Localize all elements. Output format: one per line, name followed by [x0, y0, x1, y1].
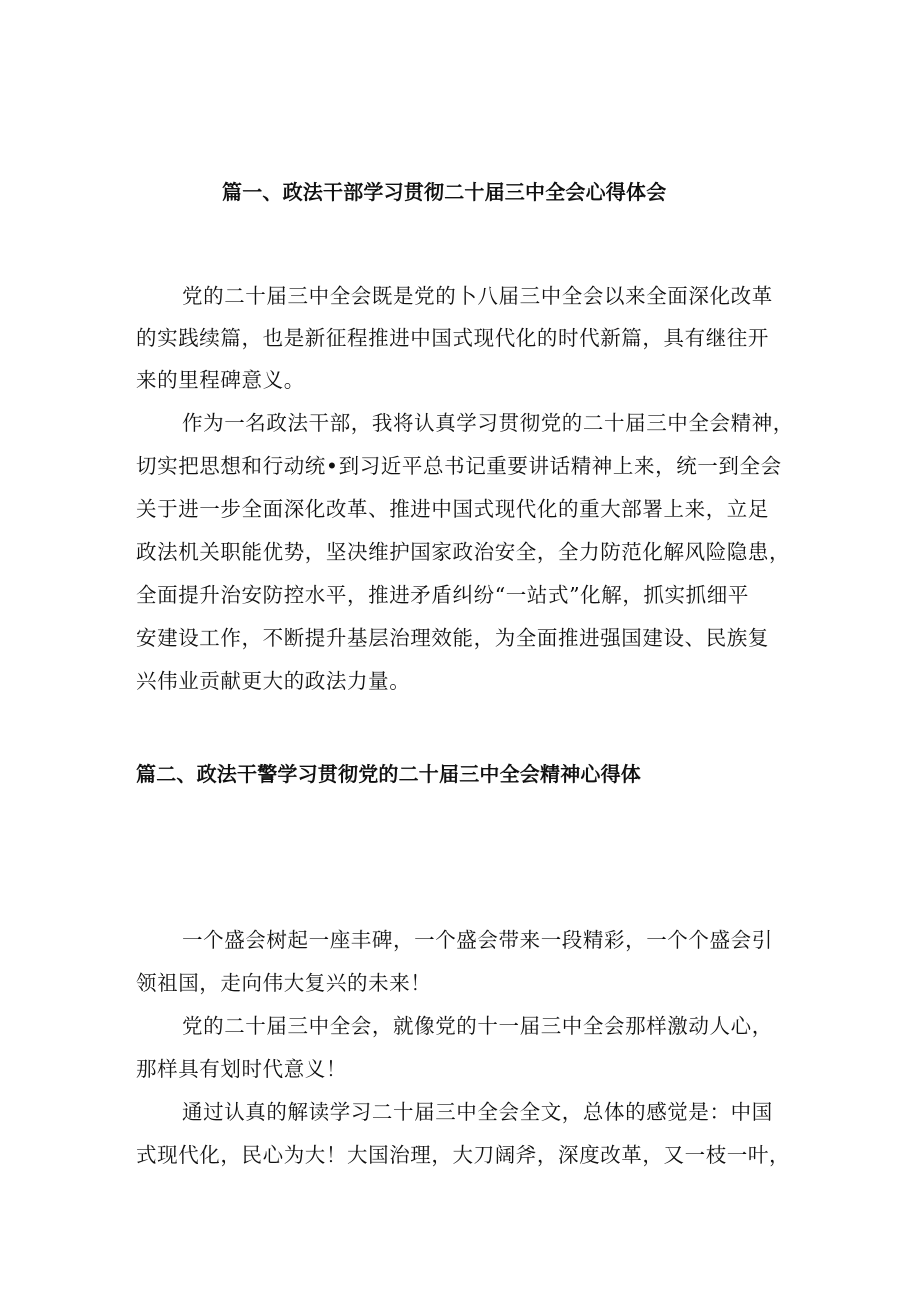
section-1-p1-line-3: 来的里程碑意义。 [136, 368, 305, 392]
section-1-p1-line-1: 党的二十届三中全会既是党的卜八届三中全会以来全面深化改革 [182, 284, 773, 308]
section-2-p2-line-2: 那样具有划时代意义！ [136, 1057, 347, 1081]
section-2-p3-line-2: 式现代化，民心为大！大国治理，大刀阔斧，深度改革，又一枝一叶， [136, 1143, 791, 1167]
section-1-p2-line-4: 政法机关职能优势，坚决维护国家政治安全，全力防范化解风险隐患， [136, 540, 791, 564]
section-2-p1-line-1: 一个盛会树起一座丰碑，一个盛会带来一段精彩，一个个盛会引 [182, 928, 773, 952]
section-2-title: 篇二、政法干警学习贯彻党的二十届三中全会精神心得体 [136, 762, 641, 786]
section-1-p2-line-2: 切实把思想和行动统•到习近平总书记重要讲话精神上来，统一到全会 [136, 454, 782, 478]
section-2-p1-line-2: 领祖国，走向伟大复兴的未来！ [136, 971, 432, 995]
section-1-p2-line-3: 关于进一步全面深化改革、推进中国式现代化的重大部署上来，立足 [136, 497, 769, 521]
section-1-p2-line-5: 全面提升治安防控水平，推进矛盾纠纷“一站式”化解，抓实抓细平 [136, 583, 749, 607]
section-1-p1-line-2: 的实践续篇，也是新征程推进中国式现代化的时代新篇，具有继往开 [136, 326, 769, 350]
section-1-p2-line-1: 作为一名政法干部，我将认真学习贯彻党的二十届三中全会精神， [182, 411, 794, 435]
section-2-p2-line-1: 党的二十届三中全会，就像党的十一届三中全会那样激动人心， [182, 1014, 773, 1038]
section-2-p3-line-1: 通过认真的解读学习二十届三中全会全文，总体的感觉是：中国 [182, 1100, 773, 1124]
section-1-p2-line-7: 兴伟业贡献更大的政法力量。 [136, 669, 411, 693]
section-1-p2-line-6: 安建设工作，不断提升基层治理效能，为全面推进强国建设、民族复 [136, 626, 769, 650]
section-1-title: 篇一、政法干部学习贯彻二十届三中全会心得体会 [222, 180, 667, 204]
